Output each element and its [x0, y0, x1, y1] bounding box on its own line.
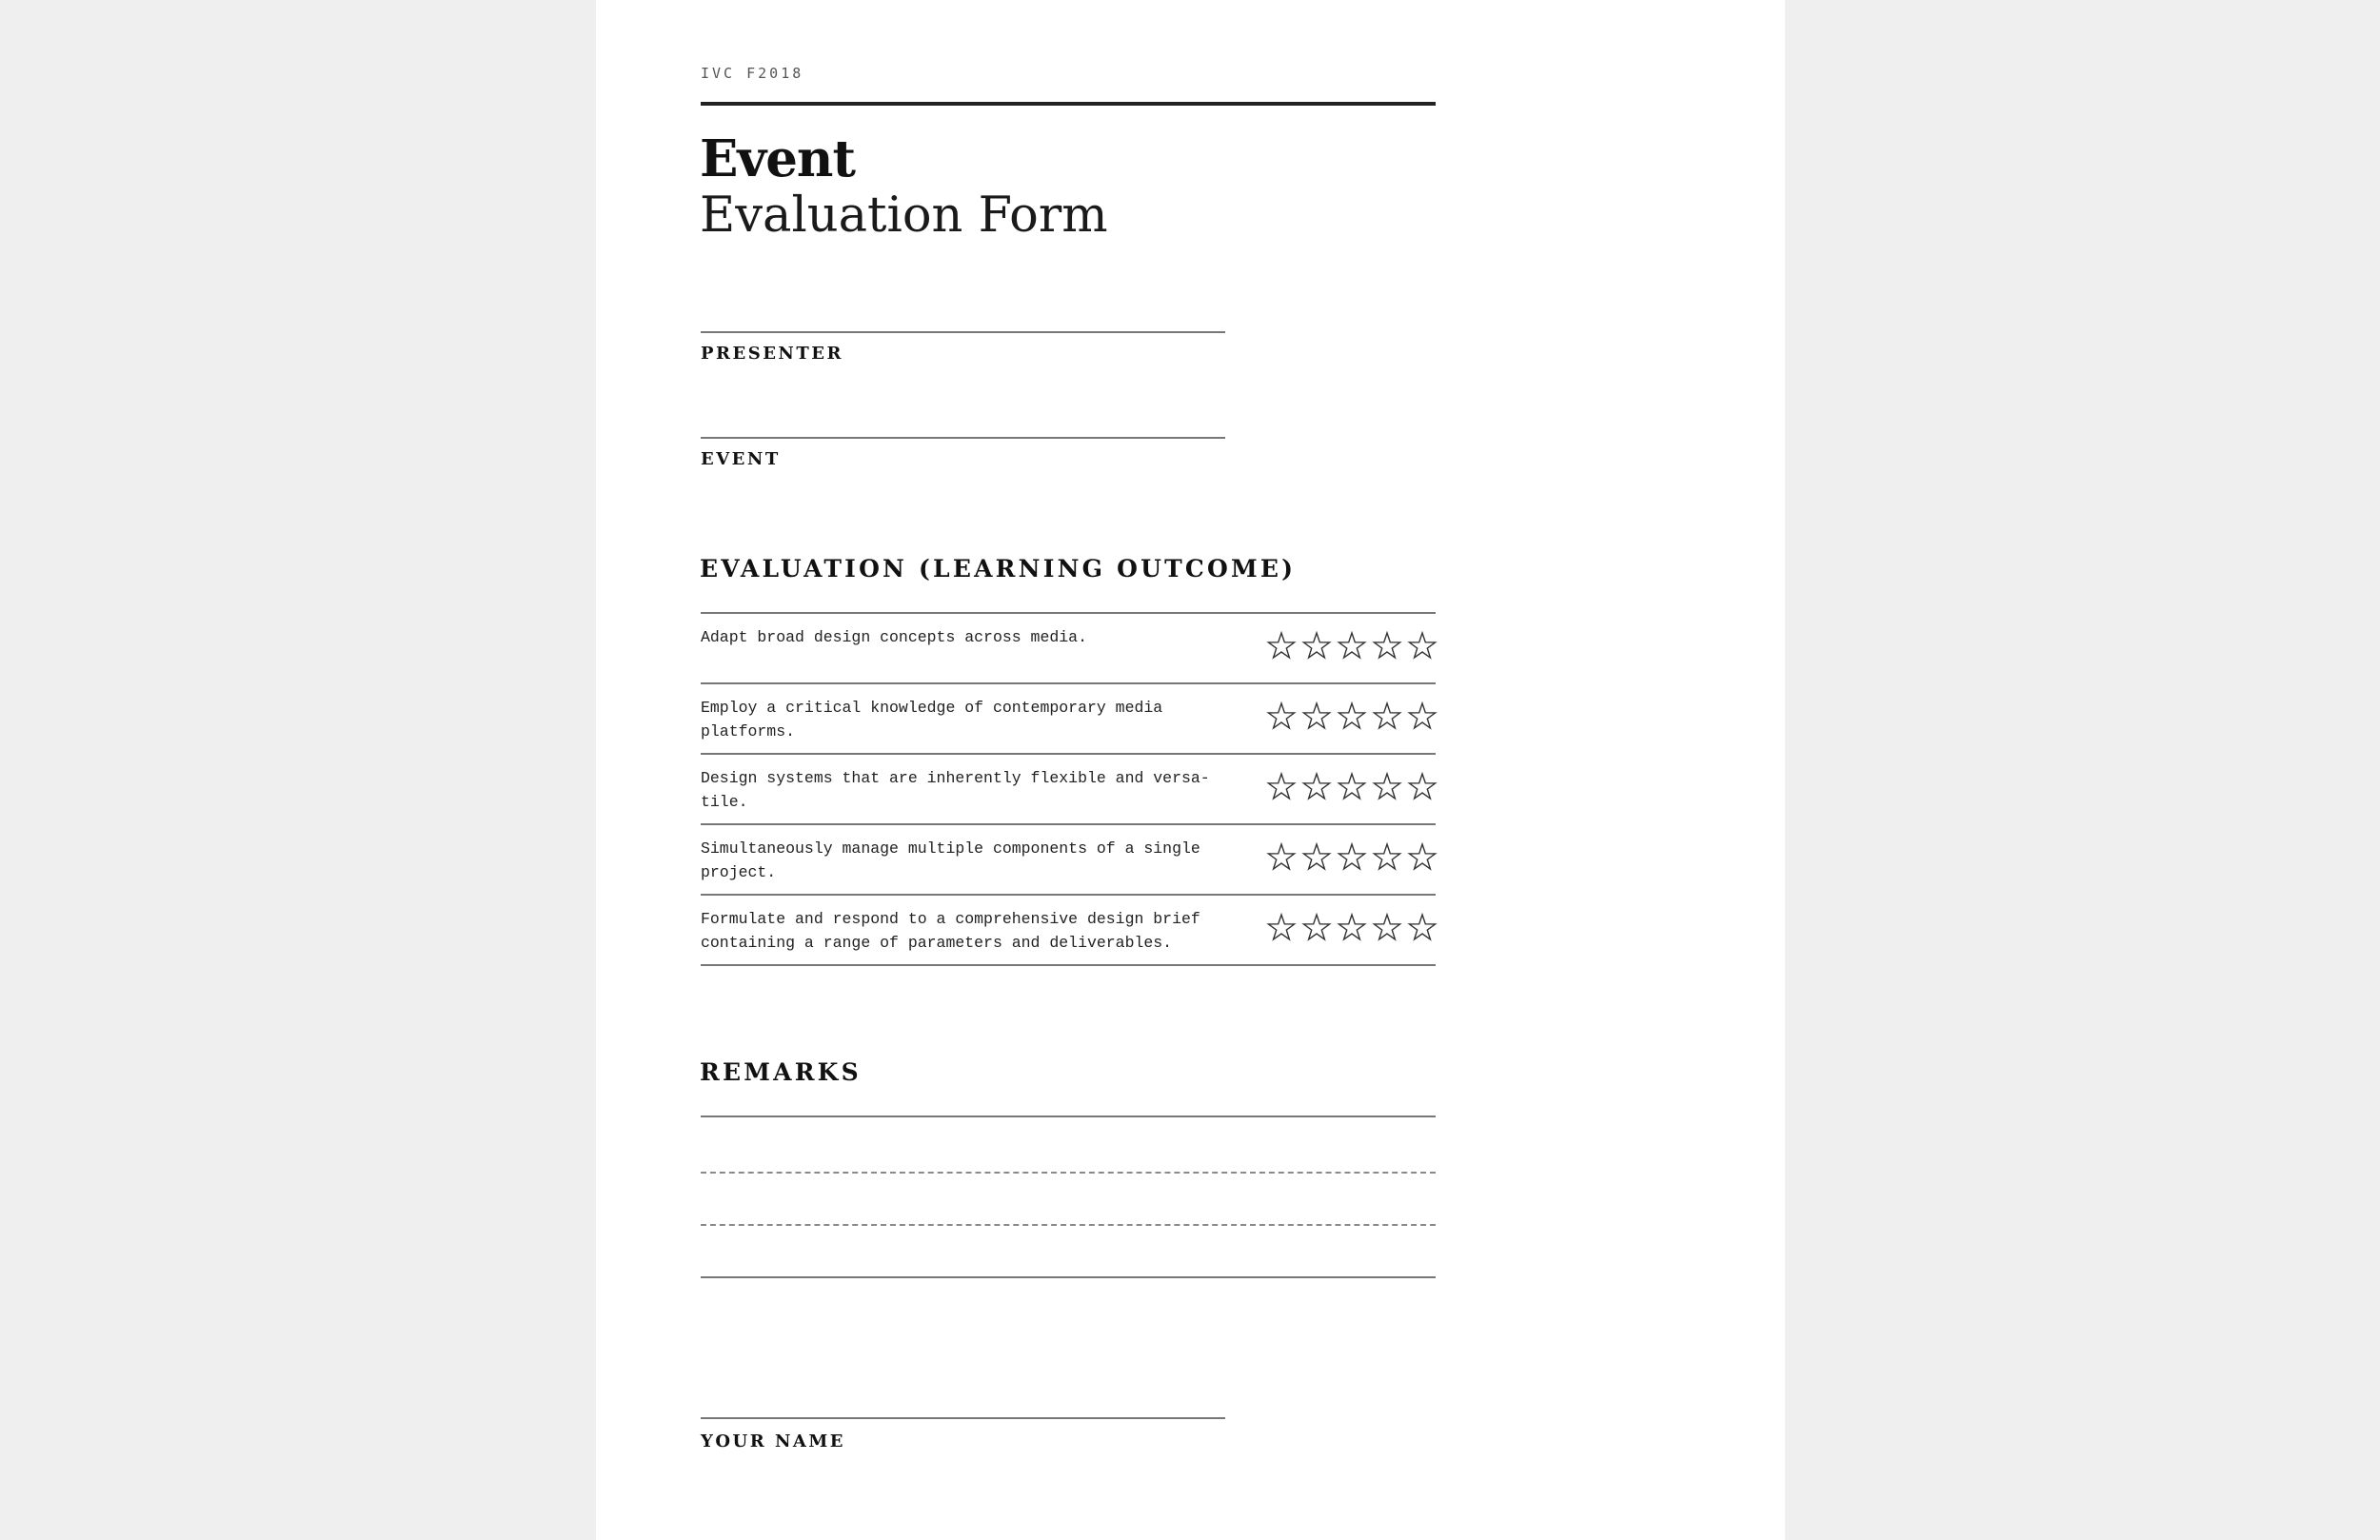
document-code: IVC F2018	[701, 65, 804, 82]
star-rating	[1266, 911, 1438, 947]
rubric-row	[701, 612, 1436, 682]
your-name-field[interactable]	[701, 1417, 1225, 1419]
star-outline-icon[interactable]	[1337, 700, 1367, 732]
event-field[interactable]	[701, 437, 1225, 439]
star-outline-icon[interactable]	[1301, 770, 1332, 802]
star-outline-icon[interactable]	[1266, 770, 1297, 802]
star-outline-icon[interactable]	[1301, 840, 1332, 873]
star-outline-icon[interactable]	[1301, 629, 1332, 661]
star-outline-icon[interactable]	[1337, 770, 1367, 802]
presenter-label: PRESENTER	[701, 344, 843, 364]
star-rating	[1266, 840, 1438, 877]
presenter-field[interactable]	[701, 331, 1225, 333]
rubric-item-text: Formulate and respond to a comprehensive design brief containing a range of parameters and deliverables.	[701, 910, 1200, 952]
star-outline-icon[interactable]	[1337, 629, 1367, 661]
event-label: EVENT	[701, 449, 781, 469]
star-outline-icon[interactable]	[1407, 840, 1438, 873]
star-outline-icon[interactable]	[1372, 700, 1402, 732]
rubric-row	[701, 682, 1436, 753]
your-name-label: YOUR NAME	[701, 1431, 846, 1451]
rubric-item-text: Design systems that are inherently flexible and versa-tile.	[701, 769, 1210, 811]
star-rating	[1266, 700, 1438, 736]
star-outline-icon[interactable]	[1407, 911, 1438, 943]
rubric-row	[701, 823, 1436, 894]
remarks-line[interactable]	[701, 1116, 1436, 1117]
star-outline-icon[interactable]	[1407, 629, 1438, 661]
star-outline-icon[interactable]	[1372, 840, 1402, 873]
star-outline-icon[interactable]	[1337, 840, 1367, 873]
star-outline-icon[interactable]	[1266, 629, 1297, 661]
star-outline-icon[interactable]	[1372, 629, 1402, 661]
star-rating	[1266, 629, 1438, 665]
star-outline-icon[interactable]	[1266, 840, 1297, 873]
star-rating	[1266, 770, 1438, 806]
evaluation-section-title: EVALUATION (LEARNING OUTCOME)	[700, 555, 1297, 582]
star-outline-icon[interactable]	[1407, 770, 1438, 802]
star-outline-icon[interactable]	[1372, 911, 1402, 943]
star-outline-icon[interactable]	[1301, 911, 1332, 943]
star-outline-icon[interactable]	[1301, 700, 1332, 732]
evaluation-form-sheet	[596, 0, 1785, 1540]
star-outline-icon[interactable]	[1266, 911, 1297, 943]
remarks-line[interactable]	[701, 1172, 1436, 1174]
star-outline-icon[interactable]	[1266, 700, 1297, 732]
rubric-row	[701, 894, 1436, 966]
remarks-section-title: REMARKS	[700, 1058, 862, 1086]
star-outline-icon[interactable]	[1407, 700, 1438, 732]
form-title: Event	[700, 129, 855, 188]
rubric-item-text: Adapt broad design concepts across media.	[701, 628, 1087, 646]
star-outline-icon[interactable]	[1337, 911, 1367, 943]
rubric-item-text: Simultaneously manage multiple components of a single project.	[701, 839, 1200, 881]
header-rule	[701, 102, 1436, 106]
remarks-line[interactable]	[701, 1224, 1436, 1226]
evaluation-rubric	[701, 612, 1436, 966]
rubric-row	[701, 753, 1436, 823]
star-outline-icon[interactable]	[1372, 770, 1402, 802]
rubric-item-text: Employ a critical knowledge of contemporary media platforms.	[701, 699, 1163, 740]
form-subtitle: Evaluation Form	[700, 188, 1108, 244]
remarks-line[interactable]	[701, 1276, 1436, 1278]
